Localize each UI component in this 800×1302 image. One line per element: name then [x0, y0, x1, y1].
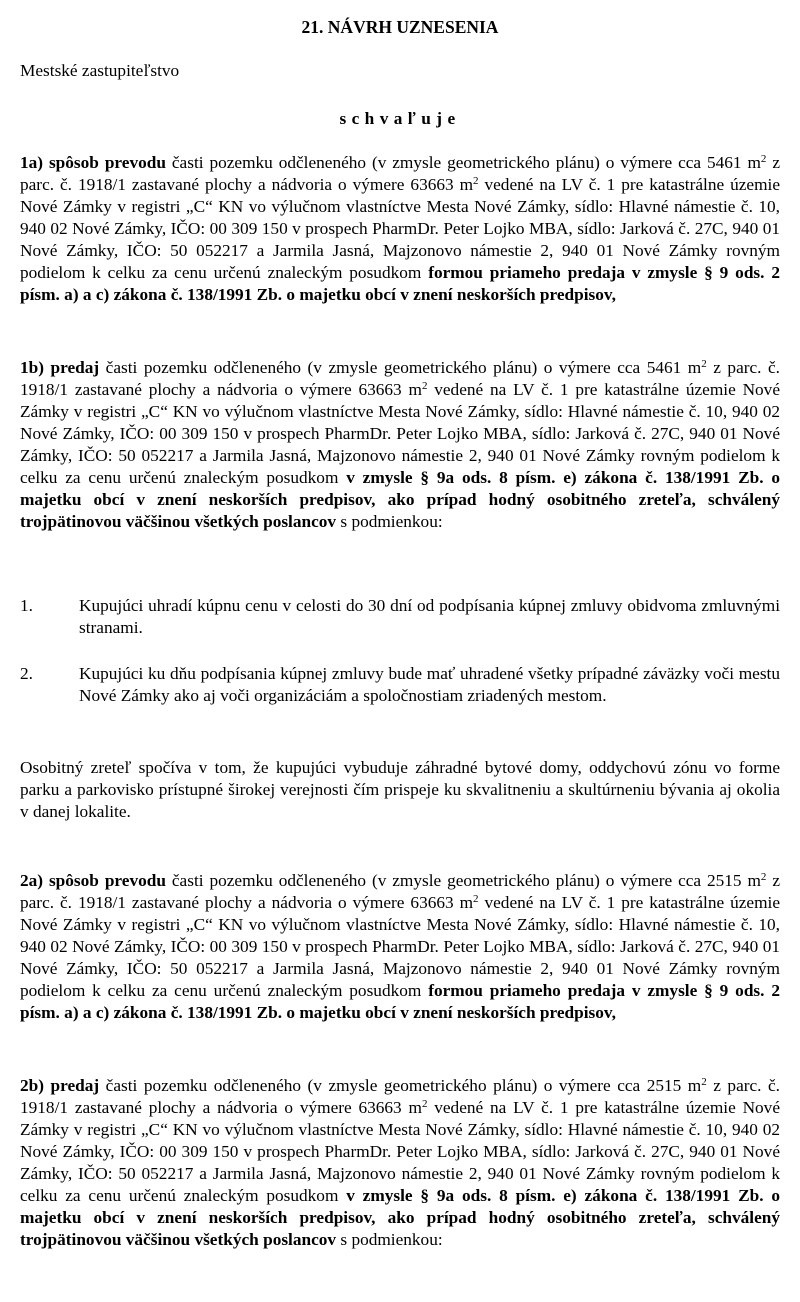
resolution-text: vedené na LV č. 1 pre katastrálne územie Nové Zámky v registri „C“ KN vo výlučnom vlastníctve Mesta Nové Zámky, sídlo: Hlavné námestie č. 10, 940 02 Nové Zámky, IČO: 00 309 150 v prospech PharmDr. Peter Lojko MBA, sídlo: Jarková č. 27C, 940 01 Nové Zámky, IČO: 50 052217 a Jarmila Jasná, Majzonovo námestie 2, 940 01 Nové Zámky rovným podielom k celku za cenu určenú znaleckým posudkom: [20, 380, 780, 487]
resolution-text: časti pozemku odčleneného (v zmysle geometrického plánu) o výmere cca 2515 m: [99, 1076, 702, 1095]
superscript: 2: [473, 893, 479, 905]
resolution-2b: [20, 1075, 780, 1251]
resolution-legal-basis: v zmysle § 9a ods. 8 písm. e) zákona č. 138/1991 Zb. o majetku obcí v znení neskorších predpisov, ako prípad hodný osobitného zreteľa, schválený trojpätinovou väčšinou všetkých poslancov: [20, 1186, 780, 1249]
resolution-label: 1b) predaj: [20, 358, 100, 377]
superscript: 2: [473, 175, 479, 187]
resolution-text: vedené na LV č. 1 pre katastrálne územie Nové Zámky v registri „C“ KN vo výlučnom vlastníctve Mesta Nové Zámky, sídlo: Hlavné námestie č. 10, 940 02 Nové Zámky, IČO: 00 309 150 v prospech PharmDr. Peter Lojko MBA, sídlo: Jarková č. 27C, 940 01 Nové Zámky, IČO: 50 052217 a Jarmila Jasná, Majzonovo námestie 2, 940 01 Nové Zámky rovným podielom k celku za cenu určenú znaleckým posudkom: [20, 1098, 780, 1205]
superscript: 2: [701, 1076, 707, 1088]
superscript: 2: [421, 380, 428, 392]
resolution-text: z parc. č. 1918/1 zastavané plochy a nádvoria o výmere 63663 m: [20, 358, 780, 399]
condition-item: [20, 663, 780, 707]
resolution-text: z parc. č. 1918/1 zastavané plochy a nádvoria o výmere 63663 m: [20, 871, 780, 912]
resolution-1a: [20, 152, 780, 306]
resolution-text: z parc. č. 1918/1 zastavané plochy a nádvoria o výmere 63663 m: [20, 153, 780, 194]
resolution-label: 2a) spôsob prevodu: [20, 871, 166, 890]
superscript: 2: [760, 871, 767, 883]
superscript: 2: [760, 153, 767, 165]
resolution-legal-basis: v zmysle § 9a ods. 8 písm. e) zákona č. 138/1991 Zb. o majetku obcí v znení neskorších predpisov, ako prípad hodný osobitného zreteľa, schválený trojpätinovou väčšinou všetkých poslancov: [20, 468, 780, 531]
subject-line: Mestské zastupiteľstvo: [20, 61, 180, 80]
superscript: 2: [701, 358, 707, 370]
resolution-tail: s podmienkou:: [336, 512, 443, 531]
resolution-text: z parc. č. 1918/1 zastavané plochy a nádvoria o výmere 63663 m: [20, 1076, 780, 1117]
condition-number: 1.: [20, 596, 33, 615]
document-title: 21. NÁVRH UZNESENIA: [301, 17, 499, 37]
resolution-text: časti pozemku odčleneného (v zmysle geometrického plánu) o výmere cca 5461 m: [165, 153, 761, 172]
condition-text: Kupujúci uhradí kúpnu cenu v celosti do 30 dní od podpísania kúpnej zmluvy obidvoma zmluvnými stranami.: [79, 596, 780, 637]
resolution-verb: schvaľuje: [339, 109, 461, 128]
resolution-1b: [20, 357, 780, 533]
resolution-text: vedené na LV č. 1 pre katastrálne územie Nové Zámky v registri „C“ KN vo výlučnom vlastníctve Mesta Nové Zámky, sídlo: Hlavné námestie č. 10, 940 02 Nové Zámky, IČO: 00 309 150 v prospech PharmDr. Peter Lojko MBA, sídlo: Jarková č. 27C, 940 01 Nové Zámky, IČO: 50 052217 a Jarmila Jasná, Majzonovo námestie 2, 940 01 Nové Zámky rovným podielom k celku za cenu určenú znaleckým posudkom: [20, 893, 780, 1000]
resolution-text: časti pozemku odčleneného (v zmysle geometrického plánu) o výmere cca 2515 m: [165, 871, 761, 890]
resolution-label: 2b) predaj: [20, 1076, 100, 1095]
resolution-label: 1a) spôsob prevodu: [20, 153, 166, 172]
resolution-text: vedené na LV č. 1 pre katastrálne územie Nové Zámky v registri „C“ KN vo výlučnom vlastníctve Mesta Nové Zámky, sídlo: Hlavné námestie č. 10, 940 02 Nové Zámky, IČO: 00 309 150 v prospech PharmDr. Peter Lojko MBA, sídlo: Jarková č. 27C, 940 01 Nové Zámky, IČO: 50 052217 a Jarmila Jasná, Majzonovo námestie 2, 940 01 Nové Zámky rovným podielom k celku za cenu určenú znaleckým posudkom: [20, 175, 780, 282]
resolution-2a: [20, 870, 780, 1024]
condition-number: 2.: [20, 664, 33, 683]
special-reason-paragraph: Osobitný zreteľ spočíva v tom, že kupujúci vybuduje záhradné bytové domy, oddychovú zónu vo forme parku a parkovisko prístupné širokej verejnosti čím prispeje ku skvalitneniu a skultúrneniu bývania aj okolia v danej lokalite.: [20, 758, 780, 821]
resolution-legal-basis: formou priameho predaja v zmysle § 9 ods. 2 písm. a) a c) zákona č. 138/1991 Zb. o majetku obcí v znení neskorších predpisov,: [20, 981, 780, 1022]
condition-text: Kupujúci ku dňu podpísania kúpnej zmluvy bude mať uhradené všetky prípadné záväzky voči mestu Nové Zámky ako aj voči organizáciám a spoločnostiam zriadených mestom.: [79, 664, 780, 705]
condition-item: [20, 595, 780, 639]
superscript: 2: [421, 1098, 428, 1110]
resolution-legal-basis: formou priameho predaja v zmysle § 9 ods. 2 písm. a) a c) zákona č. 138/1991 Zb. o majetku obcí v znení neskorších predpisov,: [20, 263, 780, 304]
resolution-tail: s podmienkou:: [336, 1230, 443, 1249]
resolution-text: časti pozemku odčleneného (v zmysle geometrického plánu) o výmere cca 5461 m: [99, 358, 702, 377]
